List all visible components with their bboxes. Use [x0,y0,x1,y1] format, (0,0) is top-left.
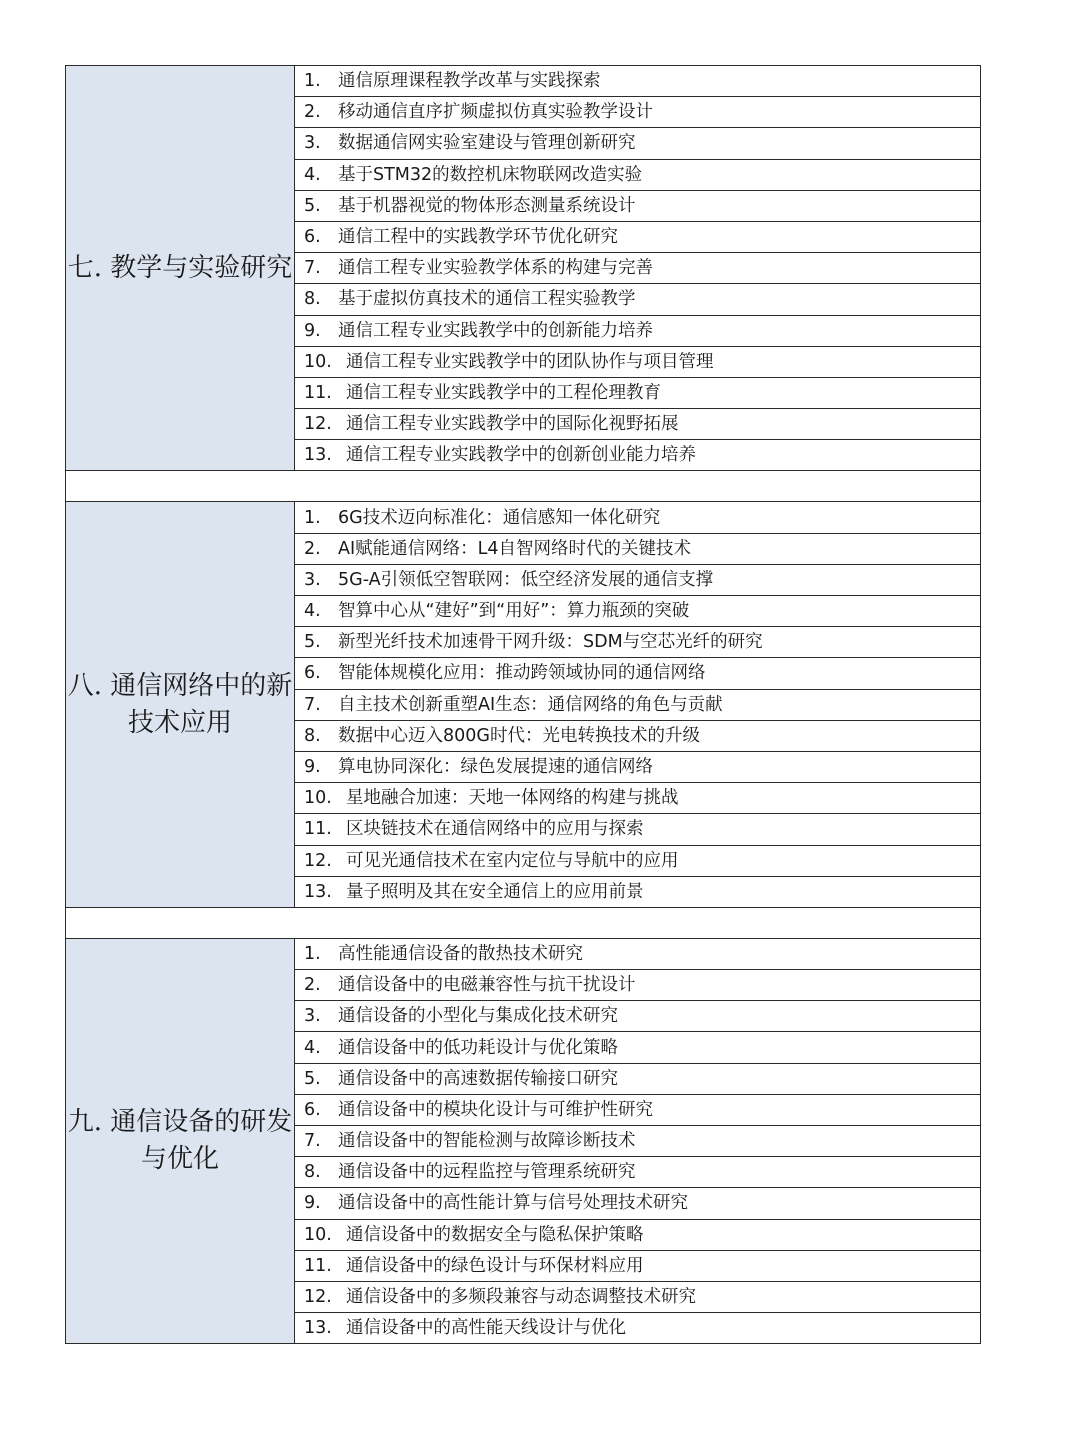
section-spacer-row [66,471,981,502]
topic-title: 星地融合加速：天地一体网络的构建与挑战 [346,788,679,809]
topic-title: 高性能通信设备的散热技术研究 [338,943,583,964]
topic-number: 13. [304,1318,332,1339]
topic-number: 11. [304,819,332,840]
topic-item [295,938,981,969]
topic-title: 基于虚拟仿真技术的通信工程实验教学 [338,289,636,310]
topic-item [295,1219,981,1250]
topic-title: 新型光纤技术加速骨干网升级：SDM与空芯光纤的研究 [338,632,763,653]
topic-number: 12. [304,1287,332,1308]
topic-item [295,1001,981,1032]
topic-item [295,533,981,564]
topic-number: 13. [304,445,332,466]
topic-title: 通信设备中的数据安全与隐私保护策略 [346,1224,644,1245]
topic-number: 10. [304,351,332,372]
topic-number: 12. [304,414,332,435]
category-network-new-tech: 八. 通信网络中的新技术应用 [66,502,295,907]
topic-title: 通信工程专业实践教学中的创新创业能力培养 [346,445,696,466]
topic-item [295,284,981,315]
topic-item [295,627,981,658]
topic-item [295,440,981,471]
topic-number: 13. [304,881,332,902]
topic-item [295,720,981,751]
topic-title: 通信设备中的多频段兼容与动态调整技术研究 [346,1287,696,1308]
topic-item [295,1063,981,1094]
table-row [66,66,981,97]
topic-number: 6. [304,1099,321,1120]
topic-title: 区块链技术在通信网络中的应用与探索 [346,819,644,840]
topic-number: 7. [304,258,321,279]
category-equipment-rd: 九. 通信设备的研发与优化 [66,938,295,1343]
topic-item [295,66,981,97]
topic-number: 2. [304,975,321,996]
topic-item [295,783,981,814]
topic-item [295,1281,981,1312]
topic-number: 3. [304,569,321,590]
topic-item [295,970,981,1001]
topic-table-body [66,66,981,1344]
topic-number: 5. [304,195,321,216]
topic-number: 7. [304,694,321,715]
topic-title: 通信设备的小型化与集成化技术研究 [338,1006,618,1027]
topic-title: 通信设备中的智能检测与故障诊断技术 [338,1131,636,1152]
topic-title: 通信设备中的高性能计算与信号处理技术研究 [338,1193,688,1214]
topic-title: 通信设备中的高速数据传输接口研究 [338,1068,618,1089]
topic-title: 通信设备中的模块化设计与可维护性研究 [338,1099,653,1120]
topic-title: 通信设备中的绿色设计与环保材料应用 [346,1255,644,1276]
topic-number: 6. [304,227,321,248]
topic-table [65,65,981,1344]
topic-item [295,564,981,595]
topic-item [295,658,981,689]
topic-number: 10. [304,1224,332,1245]
topic-title: 5G-A引领低空智联网：低空经济发展的通信支撑 [338,569,714,590]
topic-item [295,1157,981,1188]
topic-number: 4. [304,164,321,185]
topic-title: 通信工程中的实践教学环节优化研究 [338,227,618,248]
topic-number: 7. [304,1131,321,1152]
topic-title: 通信设备中的高性能天线设计与优化 [346,1318,626,1339]
topic-number: 5. [304,1068,321,1089]
topic-item [295,190,981,221]
topic-title: 通信原理课程教学改革与实践探索 [338,71,601,92]
topic-item [295,1094,981,1125]
topic-title: 数据通信网实验室建设与管理创新研究 [338,133,636,154]
topic-item [295,409,981,440]
topic-title: 通信设备中的低功耗设计与优化策略 [338,1037,618,1058]
topic-item [295,596,981,627]
topic-title: 基于机器视觉的物体形态测量系统设计 [338,195,636,216]
topic-title: 智算中心从“建好”到“用好”：算力瓶颈的突破 [338,601,690,622]
topic-number: 11. [304,382,332,403]
topic-item [295,315,981,346]
topic-number: 12. [304,850,332,871]
topic-item [295,346,981,377]
topic-item [295,221,981,252]
topic-number: 1. [304,71,321,92]
category-teaching-experiment: 七. 教学与实验研究 [66,66,295,471]
topic-title: 通信工程专业实践教学中的创新能力培养 [338,320,653,341]
topic-number: 8. [304,289,321,310]
section-spacer-cell [66,471,981,502]
topic-item [295,253,981,284]
topic-item [295,876,981,907]
topic-number: 11. [304,1255,332,1276]
topic-number: 9. [304,1193,321,1214]
topic-item [295,97,981,128]
topic-title: 可见光通信技术在室内定位与导航中的应用 [346,850,679,871]
topic-item [295,502,981,533]
topic-title: 智能体规模化应用：推动跨领域协同的通信网络 [338,663,706,684]
topic-number: 9. [304,320,321,341]
section-spacer-row [66,907,981,938]
section-spacer-cell [66,907,981,938]
topic-title: 算电协同深化：绿色发展提速的通信网络 [338,757,653,778]
topic-title: 通信工程专业实践教学中的国际化视野拓展 [346,414,679,435]
topic-number: 9. [304,757,321,778]
topic-item [295,814,981,845]
topic-item [295,1313,981,1344]
topic-item [295,377,981,408]
topic-title: 量子照明及其在安全通信上的应用前景 [346,881,644,902]
topic-title: 通信工程专业实践教学中的工程伦理教育 [346,382,661,403]
topic-item [295,128,981,159]
topic-number: 4. [304,1037,321,1058]
topic-title: 基于STM32的数控机床物联网改造实验 [338,164,643,185]
topic-title: 通信设备中的电磁兼容性与抗干扰设计 [338,975,636,996]
topic-number: 2. [304,102,321,123]
topic-number: 5. [304,632,321,653]
topic-number: 10. [304,788,332,809]
topic-item [295,689,981,720]
topic-title: 通信设备中的远程监控与管理系统研究 [338,1162,636,1183]
topic-number: 1. [304,943,321,964]
topic-title: 6G技术迈向标准化：通信感知一体化研究 [338,507,661,528]
topic-title: 通信工程专业实践教学中的团队协作与项目管理 [346,351,714,372]
table-row [66,938,981,969]
topic-item [295,1188,981,1219]
table-row [66,502,981,533]
topic-number: 8. [304,1162,321,1183]
topic-number: 8. [304,725,321,746]
topic-item [295,1032,981,1063]
topic-item [295,1250,981,1281]
topic-item [295,845,981,876]
topic-item [295,751,981,782]
topic-number: 3. [304,133,321,154]
topic-number: 2. [304,538,321,559]
topic-item [295,159,981,190]
topic-number: 3. [304,1006,321,1027]
topic-title: 自主技术创新重塑AI生态：通信网络的角色与贡献 [338,694,723,715]
topic-item [295,1126,981,1157]
topic-title: 通信工程专业实验教学体系的构建与完善 [338,258,653,279]
topic-number: 6. [304,663,321,684]
topic-number: 1. [304,507,321,528]
topic-title: AI赋能通信网络：L4自智网络时代的关键技术 [338,538,692,559]
topic-title: 移动通信直序扩频虚拟仿真实验教学设计 [338,102,653,123]
topic-number: 4. [304,601,321,622]
topic-title: 数据中心迈入800G时代：光电转换技术的升级 [338,725,700,746]
